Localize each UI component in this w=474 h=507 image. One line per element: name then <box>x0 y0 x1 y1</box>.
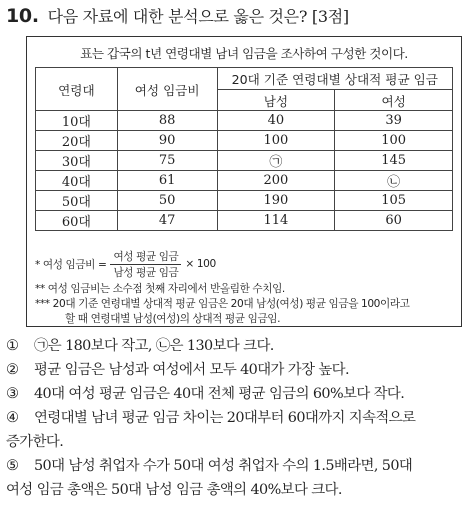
choice-marker: ③ <box>6 386 19 402</box>
note-rounding: ** 여성 임금비는 소수점 첫째 자리에서 반올림한 수치임. <box>35 283 285 295</box>
cell-age: 40대 <box>36 171 118 191</box>
header-female: 여성 <box>335 90 453 111</box>
choice-text: 40대 여성 평균 임금은 40대 전체 평균 임금의 60%보다 작다. <box>34 386 405 402</box>
choice-text: ㉠은 180보다 작고, ㉡은 130보다 크다. <box>34 338 274 354</box>
header-relative: 20대 기준 연령대별 상대적 평균 임금 <box>217 68 452 90</box>
cell-female: 39 <box>335 111 453 131</box>
choice-marker: ① <box>6 338 19 354</box>
table-row <box>36 191 453 211</box>
intro-text: 표는 갑국의 t년 연령대별 남녀 임금을 조사하여 구성한 것이다. <box>80 46 408 61</box>
cell-age: 20대 <box>36 131 118 151</box>
question-text: 다음 자료에 대한 분석으로 옳은 것은? [3점] <box>47 7 349 26</box>
cell-ratio: 88 <box>117 111 217 131</box>
table-notes <box>35 246 457 327</box>
note-relative-wage-line2: 할 때 연령대별 남성(여성)의 상대적 평균 임금임. <box>65 313 281 325</box>
cell-female: 145 <box>335 151 453 171</box>
formula-prefix: * 여성 임금비 = <box>35 258 107 271</box>
choice-text: 연령대별 남녀 평균 임금 차이는 20대부터 60대까지 지속적으로 <box>34 410 416 426</box>
choice-text: 50대 남성 취업자 수가 50대 여성 취업자 수의 1.5배라면, 50대 <box>34 458 413 474</box>
cell-female: 105 <box>335 191 453 211</box>
table-row <box>36 211 453 231</box>
choice-2[interactable] <box>6 358 470 382</box>
cell-ratio: 75 <box>117 151 217 171</box>
formula-denominator: 남성 평균 임금 <box>113 266 179 279</box>
cell-male: 114 <box>217 211 335 231</box>
data-box <box>26 36 462 327</box>
cell-ratio: 90 <box>117 131 217 151</box>
ratio-formula <box>35 246 457 282</box>
cell-male-blank-a: ㉠ <box>217 151 335 171</box>
choice-1[interactable] <box>6 334 470 358</box>
cell-age: 10대 <box>36 111 118 131</box>
table-row <box>36 131 453 151</box>
answer-choices <box>6 334 470 502</box>
cell-age: 50대 <box>36 191 118 211</box>
header-male: 남성 <box>217 90 335 111</box>
choice-marker: ② <box>6 362 19 378</box>
cell-female: 100 <box>335 131 453 151</box>
table-row <box>36 171 453 191</box>
cell-male: 40 <box>217 111 335 131</box>
cell-ratio: 50 <box>117 191 217 211</box>
cell-male: 100 <box>217 131 335 151</box>
choice-text-continued: 증가한다. <box>6 434 64 450</box>
table-row <box>36 151 453 171</box>
choice-3[interactable] <box>6 382 470 406</box>
wage-table <box>35 67 453 231</box>
formula-numerator: 여성 평균 임금 <box>110 249 181 265</box>
choice-marker: ④ <box>6 410 19 426</box>
choice-4[interactable] <box>6 406 470 454</box>
cell-ratio: 47 <box>117 211 217 231</box>
choice-marker: ⑤ <box>6 458 19 474</box>
note-relative-wage-line1: *** 20대 기준 연령대별 상대적 평균 임금은 20대 남성(여성) 평균 임금을 100이라고 <box>35 298 410 310</box>
cell-female-blank-b: ㉡ <box>335 171 453 191</box>
formula-fraction <box>110 249 181 280</box>
cell-male: 190 <box>217 191 335 211</box>
formula-suffix: × 100 <box>185 258 216 270</box>
cell-female: 60 <box>335 211 453 231</box>
cell-male: 200 <box>217 171 335 191</box>
cell-age: 60대 <box>36 211 118 231</box>
choice-text-continued: 여성 임금 총액은 50대 남성 임금 총액의 40%보다 크다. <box>6 482 342 498</box>
choice-text: 평균 임금은 남성과 여성에서 모두 40대가 가장 높다. <box>34 362 349 378</box>
question-number: 10. <box>6 5 39 27</box>
table-row <box>36 111 453 131</box>
question-header <box>6 4 349 27</box>
cell-ratio: 61 <box>117 171 217 191</box>
choice-5[interactable] <box>6 454 470 502</box>
cell-age: 30대 <box>36 151 118 171</box>
header-age: 연령대 <box>36 68 118 111</box>
header-ratio: 여성 임금비 <box>117 68 217 111</box>
